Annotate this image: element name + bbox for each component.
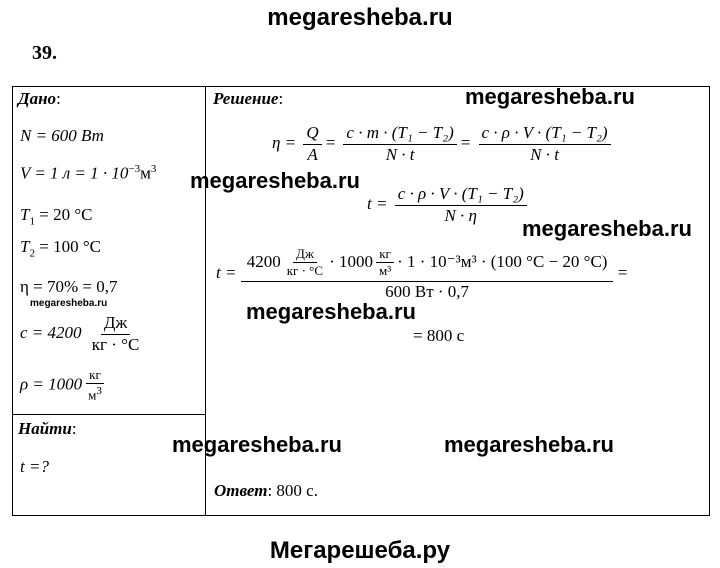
result: = 800 с: [413, 326, 465, 345]
given-eta: η = 70% = 0,7: [20, 277, 118, 296]
site-footer: Мегарешеба.ру: [269, 537, 451, 564]
given-title-row: Дано:: [18, 89, 61, 108]
find-title-row: Найти:: [18, 419, 77, 438]
given-rho: ρ = 1000 $\frac{кг}{м^3}$: [20, 367, 102, 403]
equation-1: η = $\frac{Q}{A}$ = $\frac{\text{c · m · (T₁ − T₂)}}{N \cdot t}$ = $\frac{\text{c · ρ · V · (T₁ − T₂)}}{N \cdot t}$: [272, 124, 614, 164]
given-c: c = 4200 $\frac{Дж}{кг \cdot ^\circ C}$: [20, 313, 140, 354]
given-T1: $T_1 = 20$ °C: [20, 205, 93, 228]
watermark: megaresheba.ru: [246, 299, 416, 324]
task-number: 39.: [32, 42, 57, 64]
given-find-divider: [12, 414, 205, 415]
solution-title-row: Решение:: [213, 89, 284, 108]
given-N: N = 600 Вт: [20, 126, 104, 145]
watermark: megaresheba.ru: [465, 84, 635, 109]
site-header: megaresheba.ru: [267, 4, 453, 31]
equation-2: t = $\frac{\text{c · ρ · V · (T₁ − T₂)}}{N \cdot \eta}$: [367, 185, 530, 225]
watermark: megaresheba.ru: [172, 432, 342, 457]
given-T2: $T_2 = 100$ °C: [20, 237, 101, 260]
answer: Ответ: 800 с.: [214, 481, 318, 500]
watermark: megaresheba.ru: [444, 432, 614, 457]
watermark-small: megaresheba.ru: [30, 298, 108, 309]
equation-3: t = 4200 $\frac{Дж}{кг \cdot ^\circ C}$ · 1000 $\frac{кг}{\text{м³}}$ · 1 · 10⁻³м³ · (100 °C − 20 °C) 600 Вт · 0,7 =: [216, 246, 628, 301]
watermark: megaresheba.ru: [190, 168, 360, 193]
find-title: Найти: [18, 419, 72, 438]
watermark: megaresheba.ru: [522, 216, 692, 241]
given-title: Дано: [18, 89, 57, 108]
find-t: t =?: [20, 457, 49, 476]
solution-title: Решение: [213, 89, 279, 108]
given-V: V = 1 $л = 1 \cdot 10^{-3}м^3$: [20, 163, 157, 183]
